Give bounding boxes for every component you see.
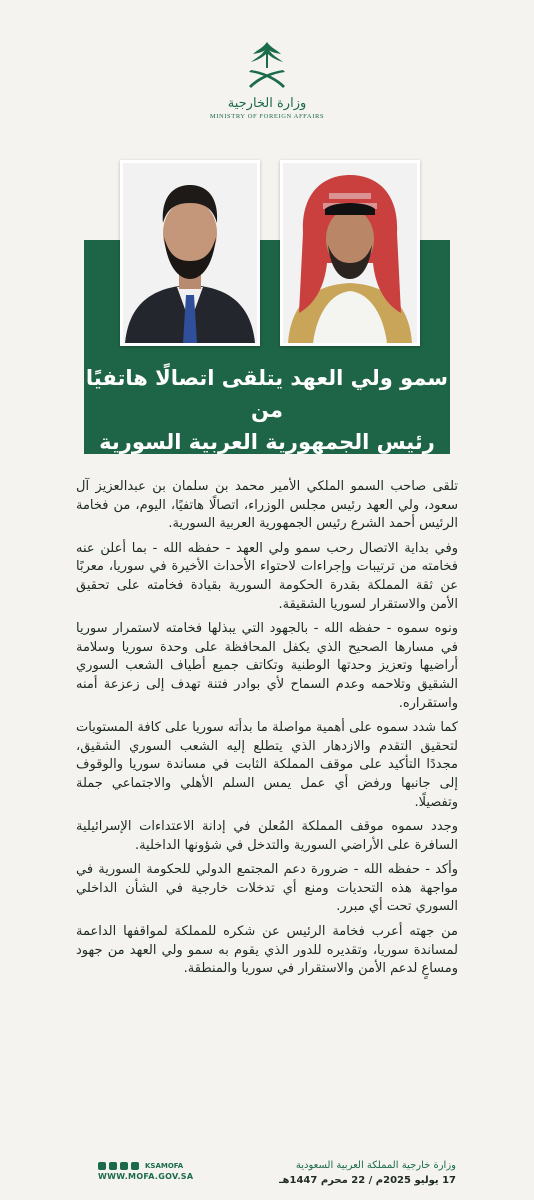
ministry-logo bbox=[0, 38, 534, 120]
paragraph: وفي بداية الاتصال رحب سمو ولي العهد - حفظه الله - بما أعلن عنه فخامته من ترتيبات وإجراءات لاحتواء الأحداث الأخيرة في سوريا، معربًا عن ثقة المملكة بقدرة الحكومة السورية بقيادة فخامته على تحقيق الأمن والاستقرار لسوريا الشقيقة. bbox=[76, 540, 458, 612]
paragraph: وأكد - حفظه الله - ضرورة دعم المجتمع الدولي للحكومة السورية في مواجهة هذه التحديات ومنع أي تدخلات خارجية في الشأن الداخلي السوري تحت أي مبرر. bbox=[76, 862, 458, 915]
footer-org: وزارة خارجية المملكة العربية السعودية bbox=[295, 1160, 456, 1171]
paragraph: تلقى صاحب السمو الملكي الأمير محمد بن سلمان بن عبدالعزيز آل سعود، ولي العهد رئيس مجلس الوزراء، اتصالًا هاتفيًا، اليوم، من فخامة الرئيس أحمد الشرع رئيس الجمهورية العربية السورية. bbox=[76, 479, 458, 532]
instagram-icon[interactable] bbox=[120, 1162, 128, 1170]
website-link[interactable]: WWW.MOFA.GOV.SA bbox=[98, 1172, 194, 1181]
paragraph: من جهته أعرب فخامة الرئيس عن شكره للمملكة لمواقفها الداعمة لمساندة سوريا، وتقديره للدور الذي يقوم به سمو ولي العهد من جهود ومساعٍ لدعم الأمن والاستقرار في سوريا والمنطقة. bbox=[76, 924, 458, 977]
paragraph: ونوه سموه - حفظه الله - بالجهود التي يبذلها فخامته لاستمرار سوريا في مسارها الصحيح الذي يكفل المحافظة على وحدة سوريا وسلامة أراضيها وتعزيز وحدتها الوطنية وتكاتف جميع أطياف الشعب السوري الشقيق وتلاحمه وعدم السماح لأي بوادر فتنة تهدف إلى زعزعة أمنه واستقراره. bbox=[76, 621, 458, 711]
footer-contacts bbox=[98, 1162, 193, 1181]
facebook-icon[interactable] bbox=[109, 1162, 117, 1170]
ministry-name-arabic: وزارة الخارجية bbox=[227, 96, 307, 111]
emblem-icon bbox=[239, 38, 295, 94]
paragraph: وجدد سموه موقف المملكة المُعلن في إدانة الاعتداءات الإسرائيلية السافرة على الأراضي السورية والتدخل في شؤونها الداخلية. bbox=[76, 819, 458, 853]
portrait-crown-prince bbox=[280, 160, 420, 346]
footer bbox=[0, 1156, 534, 1200]
article-body bbox=[76, 478, 458, 985]
paragraph: كما شدد سموه على أهمية مواصلة ما بدأته سوريا على كافة المستويات لتحقيق التقدم والازدهار الذي يتطلع إليه الشعب السوري الشقيق، مجددًا التأكيد على موقف المملكة الثابت في مساندة سوريا والوقوف إلى جانبها ورفض أي عمل يمس السلم الأهلي والاجتماعي جملة وتفصيلًا. bbox=[76, 720, 458, 810]
footer-date: 17 يوليو 2025م / 22 محرم 1447هـ bbox=[279, 1175, 456, 1186]
headline bbox=[84, 362, 450, 458]
x-icon[interactable] bbox=[131, 1162, 139, 1170]
portrait-syrian-president bbox=[120, 160, 260, 346]
footer-source bbox=[279, 1158, 456, 1188]
ministry-name-english: MINISTRY OF FOREIGN AFFAIRS bbox=[209, 113, 325, 120]
headline-line-2: رئيس الجمهورية العربية السورية bbox=[99, 430, 435, 454]
social-links bbox=[98, 1162, 193, 1170]
headline-line-1: سمو ولي العهد يتلقى اتصالًا هاتفيًا من bbox=[85, 366, 449, 422]
social-handle[interactable]: KSAMOFA bbox=[145, 1162, 184, 1170]
youtube-icon[interactable] bbox=[98, 1162, 106, 1170]
